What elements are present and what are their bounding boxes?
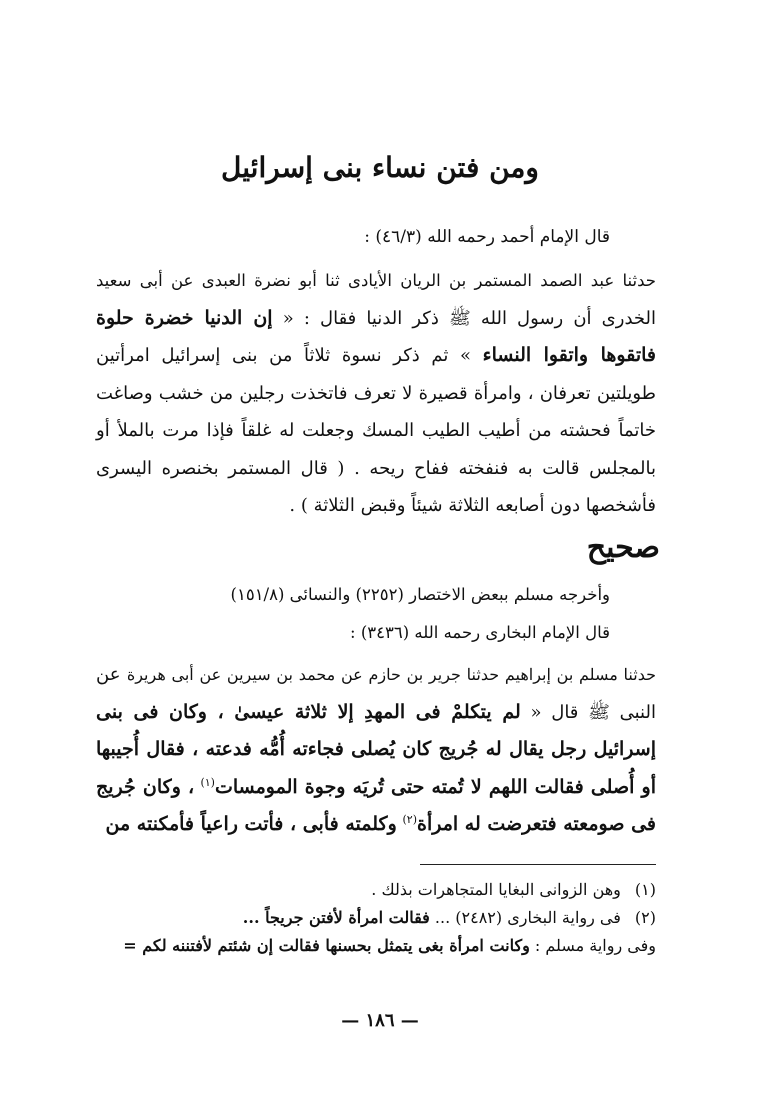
page-number: — ١٨٦ — — [341, 1010, 419, 1031]
hadith2-intro: قال الإمام البخارى رحمه الله (٣٤٣٦) : — [350, 623, 610, 642]
hadith-grade: صحيح — [586, 530, 660, 565]
footnote-text-bold: فقالت امرأة لأفتن جريجاً ... — [242, 908, 430, 927]
hadith2-quote-c: وكلمته فأبى ، فأتت راعياً فأمكنته من — [105, 813, 397, 835]
hadith2-quote-b: ، وكان جُريج فى صومعته فتعرضت له امرأة — [96, 775, 656, 835]
footnote-text: وهن الزوانى البغايا المتجاهرات بذلك . — [371, 880, 621, 899]
hadith1-intro: قال الإمام أحمد رحمه الله (٤٦/٣) : — [364, 227, 610, 247]
footnote-ref-1[interactable]: (١) — [200, 775, 215, 789]
footnote-text: وفى رواية مسلم : — [534, 936, 656, 955]
hadith2-chain: حدثنا مسلم بن إبراهيم حدثنا جرير بن حازم عن محمد بن سيرين عن أبى هريرة — [126, 665, 656, 684]
footnote-1 — [96, 876, 656, 904]
hadith1-chain: حدثنا عبد الصمد المستمر بن الريان الأيادى ثنا أبو نضرة العبدى عن أبى سعيد — [96, 271, 656, 290]
reference-line: وأخرجه مسلم ببعض الاختصار (٢٢٥٢) والنسائى (١٥١/٨) — [230, 585, 610, 604]
hadith2-quote-a: لم يتكلمْ فى المهدِ إلا ثلاثة عيسىٰ ، وكان فى بنى إسرائيل رجل يقال له جُريج كان يُصلى فجاءته أُمُّه فدعته ، فقال أُجيبها أو أُصلى فقالت اللهم لا تُمته حتى تُريَه وجوة المومسات — [96, 700, 656, 798]
footnote-ref-2[interactable]: (٢) — [402, 813, 417, 826]
footnote-text: فى رواية البخارى (٢٤٨٢) ... — [434, 908, 621, 927]
hadith2-body — [96, 656, 656, 844]
footnotes — [96, 876, 656, 960]
footnote-number: (١) — [634, 880, 656, 899]
hadith1-body — [96, 262, 656, 525]
hadith1-text-a: الخدرى أن رسول الله ﷺ ذكر الدنيا فقال : « — [282, 307, 656, 329]
footnote-text-bold: وكانت امرأة بغى يتمثل بحسنها فقالت إن شئتم لأفتننه لكم = — [123, 936, 530, 955]
footnote-2 — [96, 904, 656, 932]
page-title: ومن فتن نساء بنى إسرائيل — [221, 151, 539, 184]
hadith2-text-a: عن النبى ﷺ قال « — [96, 664, 656, 723]
hadith1-text-b: » ثم ذكر نسوة ثلاثاً من بنى إسرائيل امرأتين طويلتين تعرفان ، وامرأة قصيرة لا تعرف فاتخذت رجلين من خشب وصاغت خاتماً فحشته من أطيب الطيب المسك وجعلت له غلقاً فإذا مرت بالملأ أو بالمجلس قالت به فنفخته ففاح ريحه . ( قال المستمر بخنصره اليسرى فأشخصها دون أصابعه الثلاثة شيئاً وقبض الثلاثة ) . — [96, 345, 656, 516]
footnote-number: (٢) — [634, 908, 656, 927]
footnote-divider — [420, 864, 656, 865]
footnote-2-continued — [96, 932, 656, 960]
hadith1-quote: إن الدنيا خضرة حلوة فاتقوها واتقوا النساء — [96, 306, 656, 366]
